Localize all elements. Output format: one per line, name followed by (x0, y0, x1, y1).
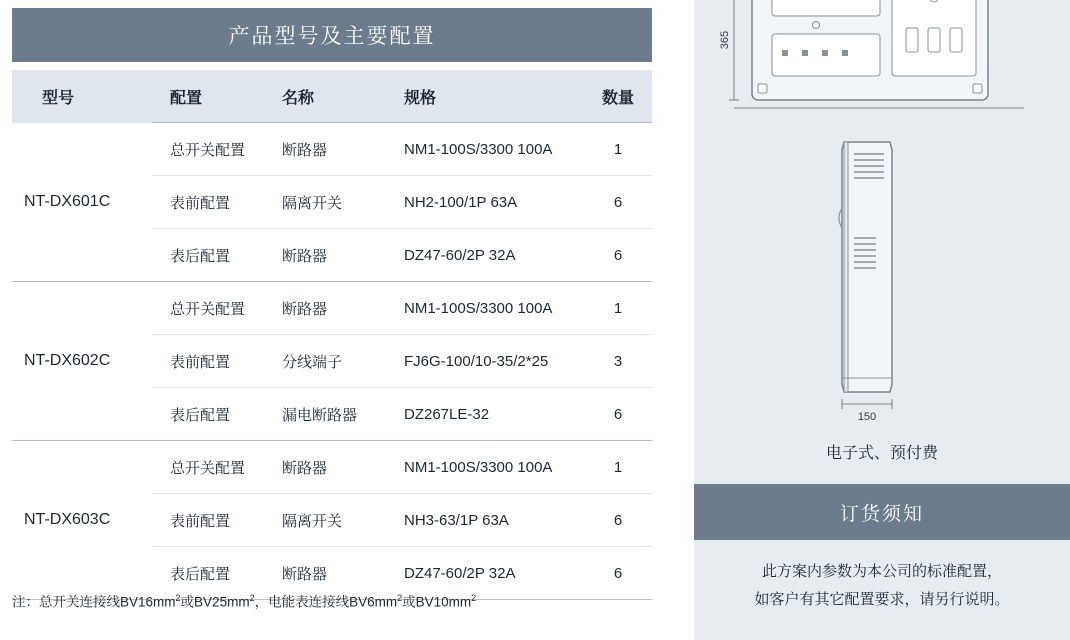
table-row (12, 282, 652, 335)
cell-config: 总开关配置 (152, 123, 272, 176)
footnote-mid-3: 或BV10mm (402, 594, 472, 610)
cell-qty: 1 (584, 282, 652, 335)
cell-spec: NM1-100S/3300 100A (394, 123, 584, 176)
cell-name: 分线端子 (272, 335, 394, 388)
table-title-bar (12, 8, 652, 62)
terminal-dot (782, 50, 788, 56)
cell-qty: 6 (584, 229, 652, 282)
breaker-slot (950, 28, 962, 52)
cell-qty: 6 (584, 494, 652, 547)
order-notice-body (708, 558, 1056, 614)
order-notice-line-1: 此方案内参数为本公司的标准配置， (761, 563, 1002, 580)
table-footnote (12, 592, 660, 612)
terminal-dot (822, 50, 828, 56)
compartment-upper-left (772, 0, 880, 16)
cell-spec: NM1-100S/3300 100A (394, 441, 584, 494)
cell-spec: FJ6G-100/10-35/2*25 (394, 335, 584, 388)
cell-name: 隔离开关 (272, 494, 394, 547)
order-notice-line-2: 如客户有其它配置要求，请另行说明。 (754, 590, 1010, 608)
breaker-slot (928, 28, 940, 52)
cell-name: 断路器 (272, 229, 394, 282)
cell-model: NT-DX603C (12, 441, 152, 600)
cell-name: 漏电断路器 (272, 388, 394, 441)
cell-qty: 6 (584, 547, 652, 600)
table-body (12, 123, 652, 600)
cell-qty: 1 (584, 123, 652, 176)
cell-config: 表后配置 (152, 229, 272, 282)
cell-spec: NH3-63/1P 63A (394, 494, 584, 547)
cell-config: 表前配置 (152, 176, 272, 229)
cell-qty: 1 (584, 441, 652, 494)
column-header-spec: 规格 (394, 70, 584, 123)
column-header-name: 名称 (272, 70, 394, 123)
dimension-label-height: 365 (719, 30, 731, 50)
table-header-row (12, 70, 652, 123)
order-notice-title-bar (694, 484, 1070, 540)
column-header-qty: 数量 (584, 70, 652, 123)
breaker-slot (906, 28, 918, 52)
footnote-mid-1: 或BV25mm (180, 594, 250, 610)
dimension-label-width: 150 (857, 411, 877, 423)
cell-spec: DZ47-60/2P 32A (394, 547, 584, 600)
cell-config: 总开关配置 (152, 441, 272, 494)
cell-name: 断路器 (272, 441, 394, 494)
footnote-sup-4: 2 (471, 593, 477, 603)
terminal-dot (842, 50, 848, 56)
footnote-prefix: 注：总开关连接线BV16mm (12, 594, 176, 610)
corner-screw (758, 84, 767, 93)
cell-config: 表后配置 (152, 547, 272, 600)
door-edge (844, 142, 848, 392)
cell-model: NT-DX601C (12, 123, 152, 282)
footnote-sup-3: 2 (397, 593, 403, 603)
footnote-mid-2: ，电能表连接线BV6mm (254, 594, 398, 610)
footnote-sup-1: 2 (175, 593, 181, 603)
cell-config: 表前配置 (152, 494, 272, 547)
cell-model: NT-DX602C (12, 282, 152, 441)
cell-spec: DZ267LE-32 (394, 388, 584, 441)
cell-spec: DZ47-60/2P 32A (394, 229, 584, 282)
cell-name: 隔离开关 (272, 176, 394, 229)
cell-config: 表前配置 (152, 335, 272, 388)
side-body-outline (842, 142, 892, 392)
top-view-svg (694, 0, 1070, 120)
cell-qty: 6 (584, 176, 652, 229)
product-drawing-panel (694, 0, 1070, 640)
cell-qty: 3 (584, 335, 652, 388)
cell-spec: NH2-100/1P 63A (394, 176, 584, 229)
cell-spec: NM1-100S/3300 100A (394, 282, 584, 335)
cell-config: 总开关配置 (152, 282, 272, 335)
side-view-drawing (694, 130, 1070, 430)
top-view-drawing (694, 0, 1070, 120)
column-header-config: 配置 (152, 70, 272, 123)
cell-qty: 6 (584, 388, 652, 441)
side-view-svg (694, 130, 1070, 430)
cell-config: 表后配置 (152, 388, 272, 441)
product-config-table (12, 70, 652, 600)
cell-name: 断路器 (272, 547, 394, 600)
table-row (12, 123, 652, 176)
cell-name: 断路器 (272, 282, 394, 335)
terminal-dot (802, 50, 808, 56)
order-notice-title-text: 订货须知 (839, 503, 924, 525)
table-title-text: 产品型号及主要配置 (228, 25, 436, 48)
column-header-model: 型号 (12, 70, 152, 123)
drawing-caption: 电子式、预付费 (825, 445, 938, 462)
cell-name: 断路器 (272, 123, 394, 176)
corner-screw (973, 84, 982, 93)
table-row (12, 441, 652, 494)
footnote-sup-2: 2 (249, 593, 255, 603)
